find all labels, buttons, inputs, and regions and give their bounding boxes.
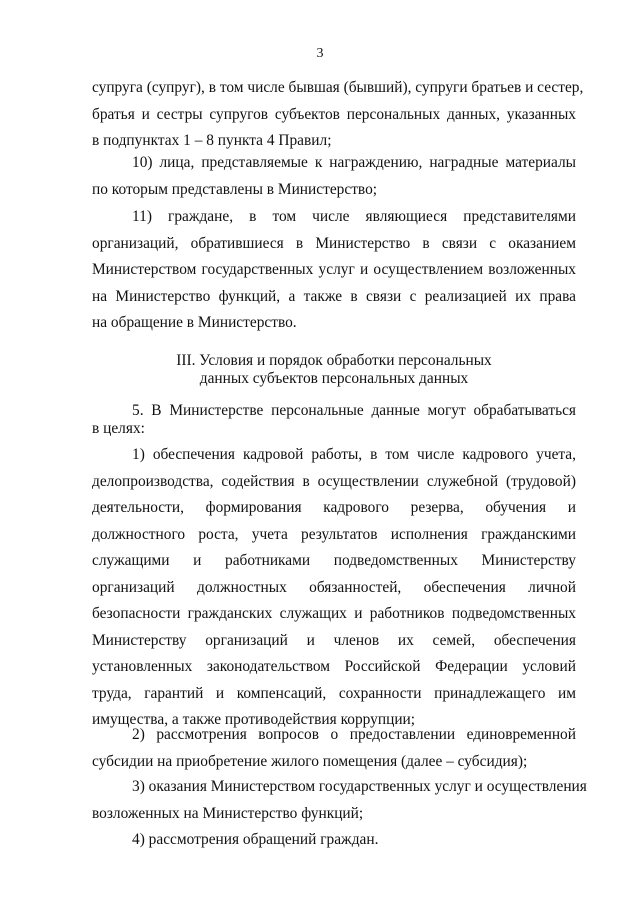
text-line: на Министерство функций, а также в связи с реализацией их права [92,287,576,305]
section-heading-line: данных субъектов персональных данных [199,370,469,387]
text-line: 5. В Министерстве персональные данные могут обрабатываться [132,402,576,419]
list-item-text: 1) обеспечения кадровой работы, в том числе кадрового учета, делопроизводства, содействия в осуществлении служебной (трудовой) деятельности, формирования кадрового резерва, обучения и должностного роста, учета результатов исполнения гражданскими служащими и работниками подведомственных Министерству организаций должностных обязанностей, обеспечения личной безопасности гражданских служащих и работников подведомственных Министерству организаций и членов их семей, обеспечения установленных законодательством Российской Федерации условий труда, гарантий и компенсаций, сохранности принадлежащего им имущества, а также противодействия коррупции; [92,446,576,728]
text-line: в целях: [92,420,145,437]
text-line: организаций, обратившиеся в Министерство в связи с оказанием [92,234,576,252]
text-line: 4) рассмотрения обращений граждан. [132,831,379,848]
text-line: супруга (супруг), в том числе бывшая (бывший), супруги братьев и сестер, [92,79,584,96]
list-item-2 [92,722,576,775]
text-line: братья и сестры супругов субъектов персональных данных, указанных [92,105,576,123]
list-item-4 [92,827,576,854]
paragraph-continuation [92,75,584,155]
list-item-3 [92,774,587,827]
text-line: возложенных на Министерство функций; [92,804,364,822]
text-line: по которым представлены в Министерство; [92,180,378,198]
page-number: 3 [316,46,324,61]
paragraph-item-5 [92,402,576,438]
text-line: 10) лица, представляемые к награждению, наградные материалы [132,154,576,171]
text-line: 2) рассмотрения вопросов о предоставлении единовременной [132,726,576,743]
text-line: на обращение в Министерство. [92,314,297,331]
list-item-1 [92,442,576,734]
section-heading-line: III. Условия и порядок обработки персональных [176,352,492,369]
paragraph-item-10 [92,150,576,203]
text-line: в подпунктах 1 – 8 пункта 4 Правил; [92,132,332,149]
text-line: субсидии на приобретение жилого помещения (далее – субсидия); [92,752,528,770]
text-line: 3) оказания Министерством государственных услуг и осуществления [132,778,587,795]
text-line: 11) граждане, в том числе являющиеся представителями [132,208,576,225]
text-line: Министерством государственных услуг и осуществлением возложенных [92,261,576,278]
paragraph-item-11 [92,204,576,337]
section-heading [92,352,576,388]
